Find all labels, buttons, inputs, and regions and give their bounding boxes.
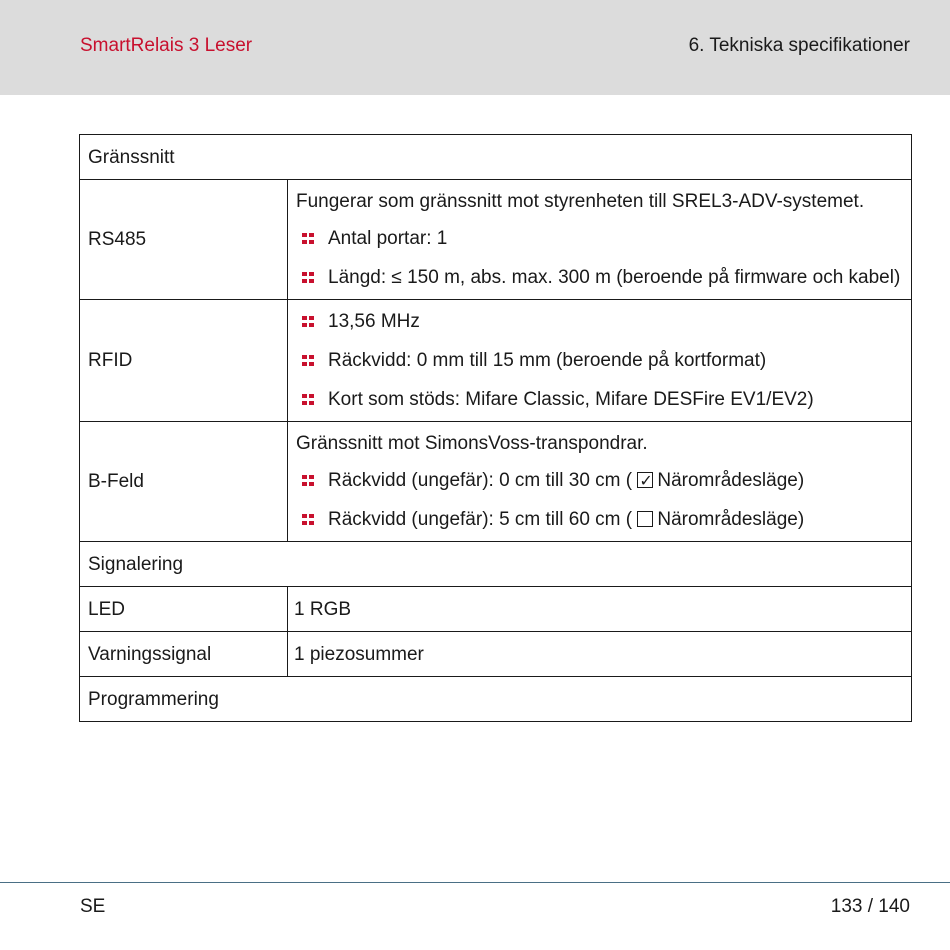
row-content-rfid	[288, 300, 912, 422]
page-header	[0, 0, 950, 95]
list-item-text	[328, 467, 804, 494]
table-row	[80, 180, 912, 300]
table-row	[80, 542, 912, 587]
bullet-icon	[296, 308, 328, 335]
page-number: 133 / 140	[830, 896, 910, 917]
range-text-near-on: Räckvidd (ungefär): 0 cm till 30 cm (	[328, 470, 633, 491]
row-label-rs485: RS485	[80, 180, 288, 300]
section-heading-signal: Signalering	[80, 542, 912, 587]
rs485-description: Fungerar som gränssnitt mot styrenheten till SREL3-ADV-systemet.	[296, 191, 865, 212]
row-label-led: LED	[80, 587, 288, 632]
list-item-text: 13,56 MHz	[328, 311, 420, 332]
table-row	[80, 300, 912, 422]
range-text-near-off: Räckvidd (ungefär): 5 cm till 60 cm (	[328, 509, 633, 530]
row-label-rfid: RFID	[80, 300, 288, 422]
row-label-bfeld: B-Feld	[80, 422, 288, 542]
table-row	[80, 677, 912, 722]
mode-label: Närområdesläge)	[657, 509, 805, 530]
table-row	[80, 587, 912, 632]
row-value-buzzer: 1 piezosummer	[288, 632, 912, 677]
bullet-icon	[296, 347, 328, 374]
list-item	[296, 225, 903, 252]
bullet-icon	[296, 264, 328, 291]
table-row	[80, 135, 912, 180]
row-content-bfeld	[288, 422, 912, 542]
list-item	[296, 347, 903, 374]
bullet-icon	[296, 386, 328, 413]
row-content-rs485	[288, 180, 912, 300]
row-label-buzzer: Varningssignal	[80, 632, 288, 677]
footer-divider	[0, 882, 950, 883]
product-name: SmartRelais 3 Leser	[80, 35, 253, 56]
list-item-text: Längd: ≤ 150 m, abs. max. 300 m (beroende på firmware och kabel)	[328, 267, 901, 288]
section-heading-interface: Gränssnitt	[80, 135, 912, 180]
list-item-text	[328, 506, 804, 533]
spec-table	[79, 134, 912, 722]
mode-label: Närområdesläge)	[657, 470, 805, 491]
section-heading-programming: Programmering	[80, 677, 912, 722]
chapter-title: 6. Tekniska specifikationer	[688, 35, 910, 56]
checked-checkbox-icon	[637, 472, 653, 488]
bullet-icon	[296, 467, 328, 494]
list-item	[296, 264, 903, 291]
list-item	[296, 308, 903, 335]
list-item	[296, 506, 903, 533]
list-item-text: Antal portar: 1	[328, 228, 448, 249]
bfeld-description: Gränssnitt mot SimonsVoss-transpondrar.	[296, 433, 648, 454]
table-row	[80, 422, 912, 542]
row-value-led: 1 RGB	[288, 587, 912, 632]
list-item-text: Kort som stöds: Mifare Classic, Mifare DESFire EV1/EV2)	[328, 389, 814, 410]
bullet-icon	[296, 506, 328, 533]
unchecked-checkbox-icon	[637, 511, 653, 527]
bullet-icon	[296, 225, 328, 252]
list-item-text: Räckvidd: 0 mm till 15 mm (beroende på kortformat)	[328, 350, 767, 371]
table-row	[80, 632, 912, 677]
list-item	[296, 386, 903, 413]
language-code: SE	[80, 896, 106, 917]
list-item	[296, 467, 903, 494]
